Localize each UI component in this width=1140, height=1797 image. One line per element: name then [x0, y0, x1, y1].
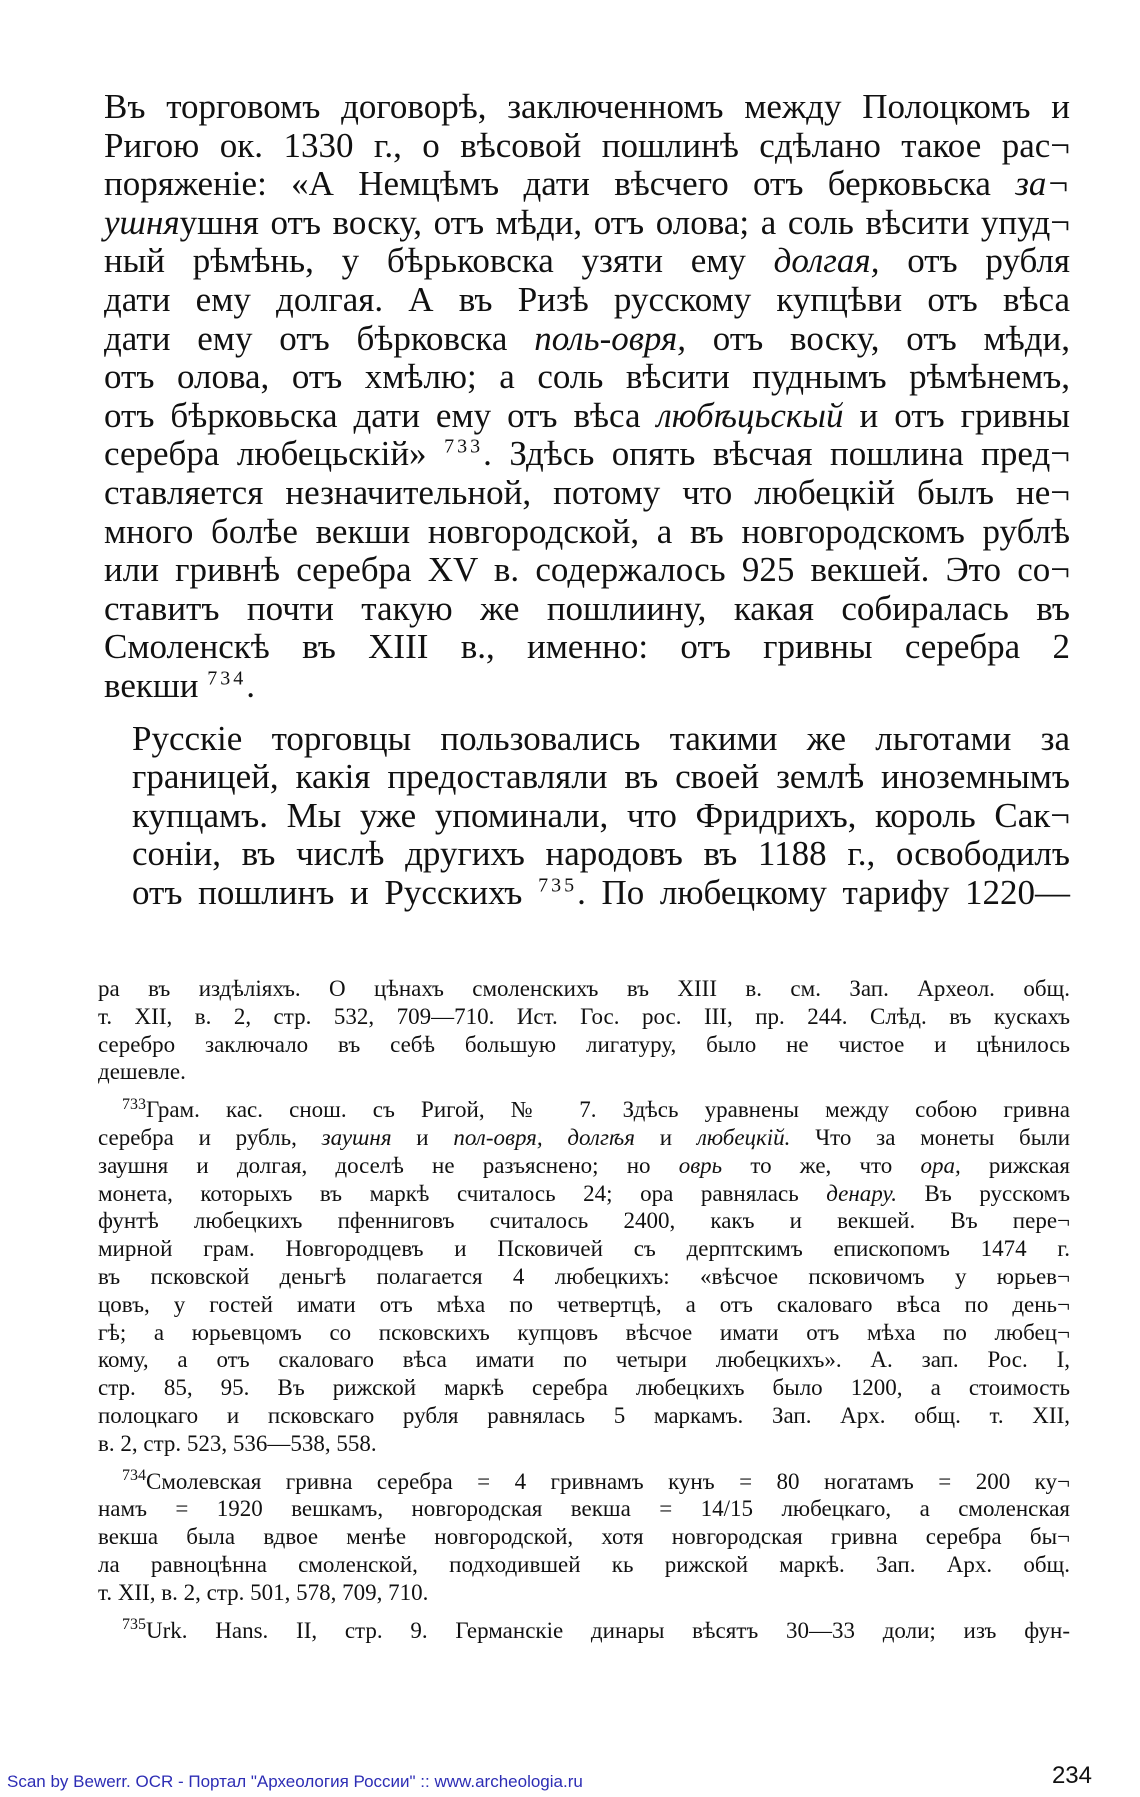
note-line: $^{733}$Грам. кас. снош. съ Ригой, № 7. Здѣсь уравнены между собою гривна [122, 1095, 1070, 1123]
note-line: $^{734}$Смолевская гривна серебра = 4 гривнамъ кунъ = 80 ногатамъ = 200 ку¬ [122, 1466, 1070, 1494]
text-line: купцамъ. Мы уже упоминали, что Фридрихъ, король Сак¬ [132, 795, 1070, 835]
note-line: т. XII, в. 2, стр. 532, 709—710. Ист. Гос. рос. III, пр. 244. Слѣд. въ кускахъ [98, 1003, 1070, 1029]
footnote-ref-734: 734 [207, 667, 247, 690]
scan-credit: Scan by Bewerr. OCR - Портал "Археология России" :: www.archeologia.ru [7, 1772, 583, 1791]
text-line: дати ему отъ бѣрковска поль-овря, отъ воску, отъ мѣди, [104, 318, 1070, 358]
paragraph-2 [104, 720, 1070, 913]
footnote-734 [98, 1468, 1070, 1607]
note-line: стр. 85, 95. Въ рижской маркѣ серебра любецкихъ было 1200, а стоимость [98, 1375, 1070, 1401]
main-text [104, 88, 1070, 912]
note-line: заушня и долгая, доселѣ не разъяснено; но оврь то же, что ора, рижская [98, 1152, 1071, 1178]
paragraph-1 [104, 88, 1070, 706]
page-number: 234 [1051, 1762, 1092, 1789]
text-line: много болѣе векши новгородской, а въ новгородскомъ рублѣ [104, 511, 1070, 551]
text-line: Русскіе торговцы пользовались такими же льготами за [132, 718, 1070, 758]
note-line: ра въ издѣліяхъ. О цѣнахъ смоленскихъ въ XIII в. см. Зап. Археол. общ. [98, 976, 1070, 1001]
note-line: дешевле. [98, 1059, 186, 1085]
footnote-number: 733 [122, 1095, 146, 1113]
note-line: кому, а отъ скаловаго вѣса имати по четыри любецкихъ». А. зап. Рос. I, [98, 1347, 1070, 1373]
text-line: отъ бѣрковьска дати ему отъ вѣса любѣцьскый и отъ гривны [104, 395, 1070, 435]
text-line: отъ пошлинъ и Русскихъ $^{735}$. По любецкому тарифу 1220— [132, 872, 1070, 912]
note-line: монета, которыхъ въ маркѣ считалось 24; ора равнялась денару. Въ русскомъ [98, 1180, 1070, 1206]
footnotes [98, 975, 1070, 1644]
footnote-ref-733: 733 [444, 435, 484, 458]
footnote-ref-735: 735 [538, 874, 578, 897]
note-line: гѣ; а юрьевцомъ со псковскихъ купцовъ вѣсчое имати отъ мѣха по любец¬ [98, 1319, 1070, 1345]
note-line: серебра и рубль, заушня и пол-овря, долгѣя и любецкій. Что за монеты были [98, 1124, 1071, 1150]
note-line: полоцкаго и псковскаго рубля равнялась 5 маркамъ. Зап. Арх. общ. т. XII, [98, 1402, 1070, 1428]
text-line: ушняушня отъ воску, отъ мѣди, отъ олова; а соль вѣсити упуд¬ [104, 202, 1070, 242]
text-line: векши $^{734}$. [104, 665, 256, 705]
note-line: намъ = 1920 вешкамъ, новгородская векша = 14/15 любецкаго, а смоленская [98, 1496, 1070, 1522]
note-line: в. 2, стр. 523, 536—538, 558. [98, 1430, 377, 1456]
note-line: въ псковской деньгѣ полагается 4 любецкихъ: «вѣсчое псковичомъ у юрьев¬ [98, 1263, 1070, 1289]
footnote-number: 735 [122, 1615, 146, 1633]
text-line: серебра любецьскій» $^{733}$. Здѣсь опять вѣсчая пошлина пред¬ [104, 434, 1070, 474]
note-line: векша была вдвое менѣе новгородской, хотя новгородская гривна серебра бы¬ [98, 1524, 1070, 1550]
note-line: ла равноцѣнна смоленской, подходившей кь рижской маркѣ. Зап. Арх. общ. [98, 1551, 1070, 1577]
note-line: цовъ, у гостей имати отъ мѣха по четвертцѣ, а отъ скаловаго вѣса по день¬ [98, 1291, 1070, 1317]
footnote-735 [98, 1617, 1070, 1645]
note-line: т. XII, в. 2, стр. 501, 578, 709, 710. [98, 1579, 429, 1605]
text-line: ный рѣмѣнь, у бѣрьковска узяти ему долгая, отъ рубля [104, 241, 1070, 281]
footnote-733 [98, 1096, 1070, 1457]
note-line: фунтѣ любецкихъ пфенниговъ считалось 2400, какъ и векшей. Въ пере¬ [98, 1208, 1070, 1234]
text-line: соніи, въ числѣ другихъ народовъ въ 1188 г., освободилъ [132, 834, 1070, 874]
text-line: дати ему долгая. А въ Ризѣ русскому купцѣви отъ вѣса [104, 279, 1070, 319]
text-line: Въ торговомъ договорѣ, заключенномъ между Полоцкомъ и [104, 87, 1070, 126]
text-line: Ригою ок. 1330 г., о вѣсовой пошлинѣ сдѣлано такое рас¬ [104, 125, 1070, 165]
text-line: отъ олова, отъ хмѣлю; а соль вѣсити пуднымъ рѣмѣнемъ, [104, 357, 1070, 397]
note-line: серебро заключало въ себѣ большую лигатуру, было не чистое и цѣнилось [98, 1031, 1070, 1057]
text-line: ставляется незначительной, потому что любецкій былъ не¬ [104, 472, 1070, 512]
text-line: ставитъ почти такую же пошлиину, какая собиралась въ [104, 588, 1070, 628]
note-line: $^{735}$Urk. Hans. II, стр. 9. Германскіе динары вѣсятъ 30—33 доли; изъ фун- [122, 1615, 1070, 1643]
footnote-number: 734 [122, 1466, 146, 1484]
note-line: мирной грам. Новгородцевъ и Псковичей съ дерптскимъ епископомъ 1474 г. [98, 1236, 1070, 1262]
text-line: поряженіе: «А Немцѣмъ дати вѣсчего отъ берковьска за¬ [104, 164, 1070, 204]
footnote-continuation [98, 975, 1070, 1086]
text-line: границей, какія предоставляли въ своей землѣ иноземнымъ [132, 757, 1070, 797]
text-line: или гривнѣ серебра XV в. содержалось 925 векшей. Это со¬ [104, 550, 1070, 590]
text-line: Смоленскѣ въ XIII в., именно: отъ гривны серебра 2 [104, 627, 1070, 667]
